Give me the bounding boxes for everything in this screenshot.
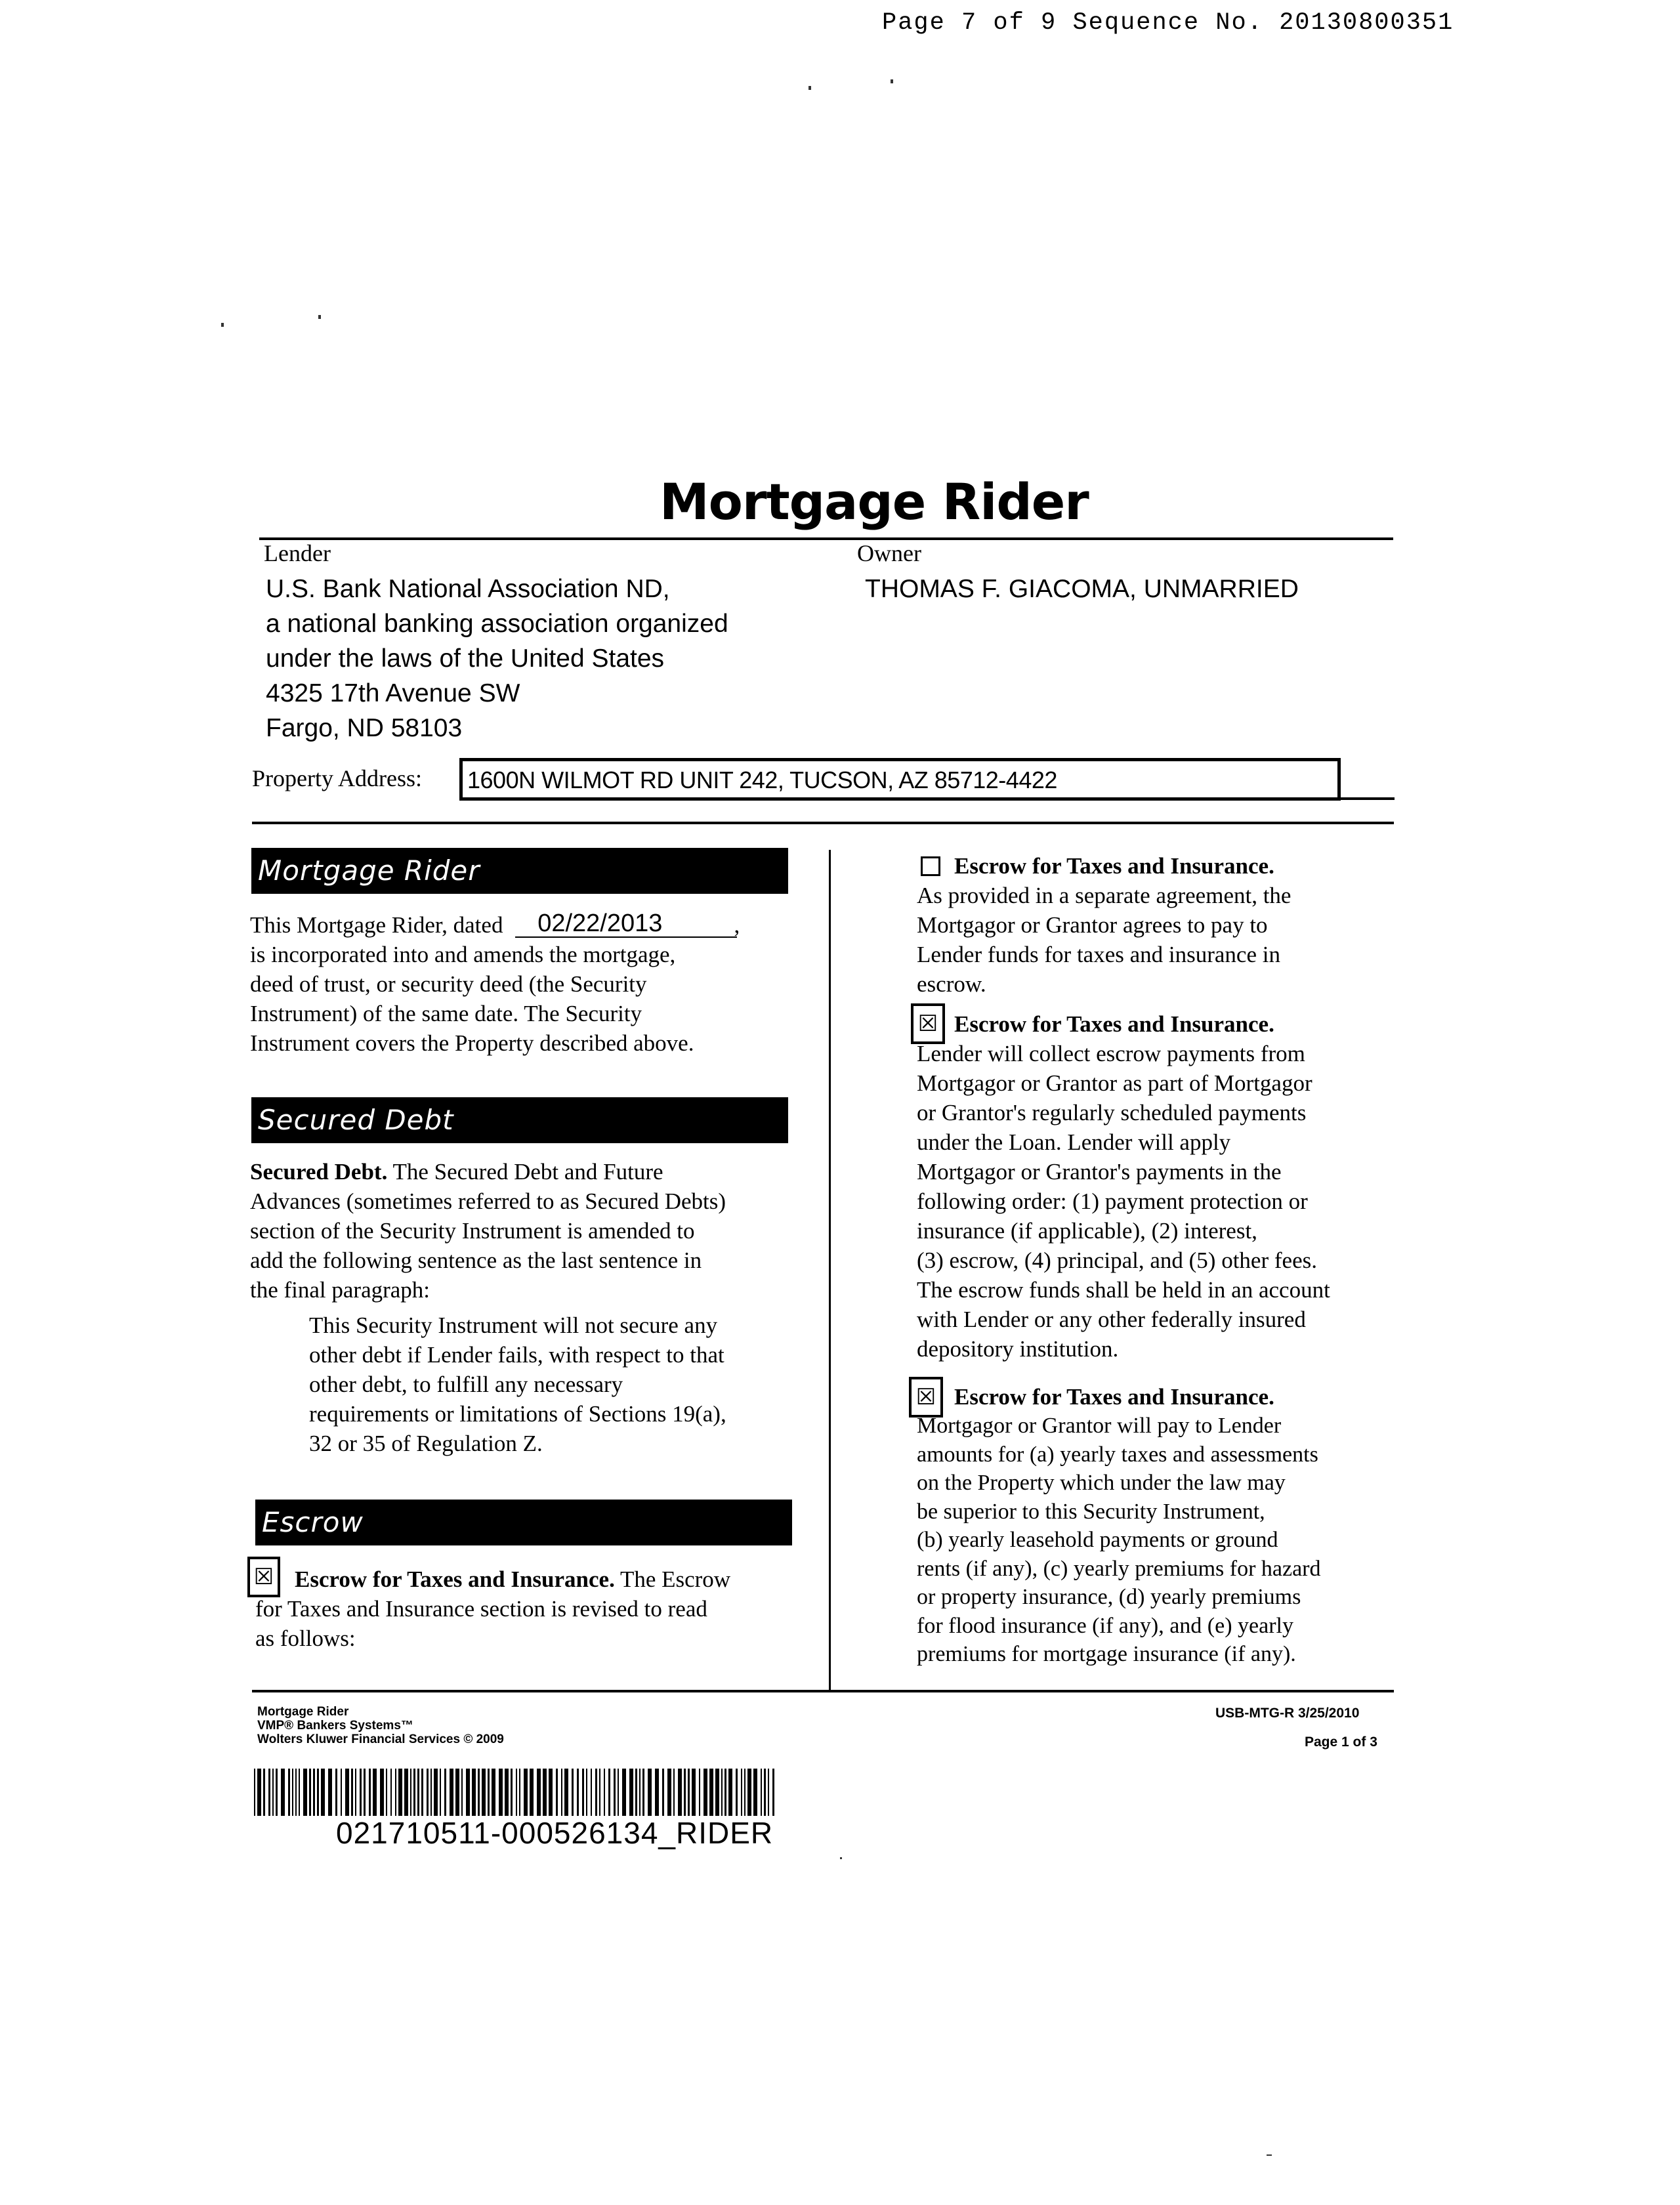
lender-address	[266, 572, 728, 746]
scan-speck	[318, 315, 321, 319]
option-2-line: insurance (if applicable), (2) interest,	[917, 1218, 1257, 1244]
quote-line: requirements or limitations of Sections 19(a),	[309, 1401, 726, 1427]
lender-label: Lender	[264, 540, 331, 566]
barcode-bar	[272, 1769, 274, 1816]
footer-form-info	[257, 1705, 504, 1746]
footer-line: Mortgage Rider	[257, 1705, 349, 1719]
escrow-option-2-title: Escrow for Taxes and Insurance.	[954, 1011, 1274, 1037]
escrow-option-2-body	[917, 1039, 1330, 1364]
barcode-text: 021710511-000526134_RIDER	[336, 1816, 774, 1850]
barcode-bar	[704, 1769, 707, 1816]
barcode-bar	[724, 1769, 726, 1816]
lender-line: Fargo, ND 58103	[266, 714, 463, 742]
footer-rule	[252, 1690, 1394, 1692]
option-2-line: or Grantor's regularly scheduled payments	[917, 1100, 1307, 1125]
barcode-bar	[404, 1769, 408, 1816]
option-3-line: (b) yearly leasehold payments or ground	[917, 1528, 1278, 1552]
barcode-bar	[360, 1769, 362, 1816]
barcode-bar	[492, 1769, 495, 1816]
barcode-bar	[380, 1769, 384, 1816]
quote-line: other debt if Lender fails, with respect to that	[309, 1342, 724, 1368]
lender-line: under the laws of the United States	[266, 644, 665, 673]
barcode-bar	[648, 1769, 652, 1816]
barcode-bar	[351, 1769, 353, 1816]
escrow-item-line: for Taxes and Insurance section is revised to read	[255, 1596, 707, 1622]
option-2-line: Mortgagor or Grantor's payments in the	[917, 1159, 1282, 1185]
option-3-line: amounts for (a) yearly taxes and assessments	[917, 1442, 1318, 1467]
barcode-bar	[608, 1769, 610, 1816]
checked-box-icon: ☒	[917, 1011, 938, 1037]
barcode-bars	[254, 1769, 779, 1816]
rider-line: is incorporated into and amends the mortgage,	[250, 942, 676, 967]
sequence-header: Page 7 of 9 Sequence No. 20130800351	[882, 9, 1454, 37]
owner-label: Owner	[857, 540, 921, 566]
section-heading-secured-debt: Secured Debt	[251, 1097, 788, 1143]
option-1-line: Mortgagor or Grantor agrees to pay to	[917, 912, 1268, 938]
barcode-bar	[709, 1769, 713, 1816]
checked-box-icon: ☒	[253, 1564, 274, 1590]
barcode-bar	[303, 1769, 307, 1816]
barcode-bar	[614, 1769, 616, 1816]
barcode-bar	[721, 1769, 723, 1816]
barcode-bar	[427, 1769, 429, 1816]
barcode-bar	[642, 1769, 644, 1816]
barcode-bar	[530, 1769, 534, 1816]
option-3-line: Mortgagor or Grantor will pay to Lender	[917, 1414, 1282, 1438]
barcode-bar	[472, 1769, 476, 1816]
scan-speck	[891, 79, 893, 83]
barcode-bar	[335, 1769, 337, 1816]
barcode-image	[254, 1769, 779, 1819]
secured-debt-line: section of the Security Instrument is amended to	[250, 1218, 695, 1244]
barcode-bar	[317, 1769, 319, 1816]
rider-intro-text: This Mortgage Rider, dated	[250, 912, 503, 938]
barcode-bar	[466, 1769, 470, 1816]
barcode-bar	[524, 1769, 528, 1816]
barcode-bar	[434, 1769, 438, 1816]
barcode-bar	[345, 1769, 349, 1816]
secured-debt-quote	[309, 1311, 726, 1458]
barcode-bar	[505, 1769, 509, 1816]
barcode-bar	[564, 1769, 568, 1816]
barcode-bar	[688, 1769, 690, 1816]
quote-line: This Security Instrument will not secure any	[309, 1312, 718, 1338]
option-3-line: or property insurance, (d) yearly premiums	[917, 1585, 1301, 1609]
option-2-line: The escrow funds shall be held in an account	[917, 1277, 1330, 1303]
barcode-bar	[549, 1769, 553, 1816]
title-rule	[259, 537, 1393, 540]
footer-form-id: USB-MTG-R 3/25/2010	[1215, 1706, 1360, 1721]
rider-date: 02/22/2013	[537, 910, 663, 937]
barcode-bar	[753, 1769, 757, 1816]
section-divider-rule	[252, 822, 1394, 824]
barcode-bar	[369, 1769, 371, 1816]
checked-box-icon: ☒	[915, 1384, 936, 1410]
barcode-bar	[604, 1769, 605, 1816]
secured-debt-line: Advances (sometimes referred to as Secured Debts)	[250, 1188, 726, 1214]
scan-speck	[1267, 2154, 1272, 2156]
option-2-line: (3) escrow, (4) principal, and (5) other fees.	[917, 1248, 1317, 1273]
page-title: Mortgage Rider	[660, 472, 1089, 531]
barcode-bar	[516, 1769, 517, 1816]
option-3-line: be superior to this Security Instrument,	[917, 1499, 1265, 1524]
barcode-bar	[395, 1769, 396, 1816]
barcode-bar	[292, 1769, 293, 1816]
section-heading-escrow: Escrow	[255, 1500, 792, 1545]
barcode-bar	[639, 1769, 640, 1816]
escrow-item-first-line	[295, 1564, 730, 1594]
option-3-line: for flood insurance (if any), and (e) yearly	[917, 1613, 1293, 1638]
escrow-option-3-title: Escrow for Taxes and Insurance.	[954, 1384, 1274, 1410]
option-1-line: escrow.	[917, 971, 986, 997]
property-address-value: 1600N WILMOT RD UNIT 242, TUCSON, AZ 85712-4422	[467, 766, 1057, 793]
barcode-bar	[595, 1769, 597, 1816]
barcode-bar	[728, 1769, 732, 1816]
escrow-item-line: as follows:	[255, 1626, 356, 1651]
escrow-item-rest: The Escrow	[620, 1566, 731, 1592]
barcode-bar	[263, 1769, 265, 1816]
barcode-bar	[629, 1769, 633, 1816]
option-1-line: Lender funds for taxes and insurance in	[917, 942, 1280, 967]
option-3-line: on the Property which under the law may	[917, 1471, 1286, 1495]
barcode-bar	[444, 1769, 446, 1816]
barcode-bar	[364, 1769, 366, 1816]
option-2-line: Mortgagor or Grantor as part of Mortgagor	[917, 1070, 1312, 1096]
owner-name: THOMAS F. GIACOMA, UNMARRIED	[865, 575, 1299, 603]
escrow-option-2-checkbox[interactable]	[911, 1003, 945, 1044]
barcode-bar	[764, 1769, 766, 1816]
barcode-bar	[455, 1769, 459, 1816]
barcode-bar	[586, 1769, 587, 1816]
barcode-bar	[692, 1769, 696, 1816]
barcode-bar	[761, 1769, 762, 1816]
rider-line: deed of trust, or security deed (the Security	[250, 971, 647, 997]
lender-line: a national banking association organized	[266, 610, 728, 638]
barcode-bar	[744, 1769, 746, 1816]
barcode-bar	[440, 1769, 441, 1816]
barcode-bar	[772, 1769, 774, 1816]
rider-line: Instrument covers the Property described above.	[250, 1030, 694, 1056]
barcode-bar	[257, 1769, 261, 1816]
barcode-bar	[577, 1769, 579, 1816]
barcode-bar	[699, 1769, 700, 1816]
barcode-bar	[662, 1769, 664, 1816]
barcode-bar	[410, 1769, 411, 1816]
barcode-bar	[482, 1769, 486, 1816]
quote-line: 32 or 35 of Regulation Z.	[309, 1431, 543, 1456]
barcode-bar	[591, 1769, 592, 1816]
rider-date-comma: ,	[734, 912, 740, 938]
section-heading-mortgage-rider: Mortgage Rider	[251, 848, 788, 894]
barcode-bar	[556, 1769, 558, 1816]
barcode-bar	[288, 1769, 290, 1816]
option-3-line: premiums for mortgage insurance (if any).	[917, 1642, 1296, 1666]
barcode-bar	[461, 1769, 463, 1816]
property-address-label: Property Address:	[252, 765, 422, 791]
mortgage-rider-paragraph	[250, 910, 740, 1058]
option-2-line: under the Loan. Lender will apply	[917, 1129, 1231, 1155]
barcode-bar	[386, 1769, 387, 1816]
scan-speck	[808, 86, 811, 90]
barcode-bar	[622, 1769, 626, 1816]
quote-line: other debt, to fulfill any necessary	[309, 1372, 623, 1397]
barcode-bar	[341, 1769, 342, 1816]
barcode-bar	[582, 1769, 584, 1816]
escrow-checkbox-left[interactable]	[247, 1557, 280, 1597]
barcode-bar	[511, 1769, 513, 1816]
rider-line: Instrument) of the same date. The Security	[250, 1001, 642, 1026]
option-2-line: depository institution.	[917, 1336, 1119, 1362]
barcode-bar	[635, 1769, 637, 1816]
barcode-bar	[450, 1769, 453, 1816]
option-2-line: with Lender or any other federally insured	[917, 1307, 1306, 1332]
lender-line: U.S. Bank National Association ND,	[266, 575, 670, 603]
column-divider	[829, 850, 831, 1690]
barcode-bar	[268, 1769, 270, 1816]
barcode-bar	[313, 1769, 315, 1816]
barcode-bar	[678, 1769, 682, 1816]
barcode-bar	[537, 1769, 541, 1816]
barcode-bar	[299, 1769, 300, 1816]
barcode-bar	[254, 1769, 255, 1816]
barcode-bar	[655, 1769, 659, 1816]
barcode-bar	[398, 1769, 402, 1816]
barcode-bar	[413, 1769, 415, 1816]
barcode-bar	[736, 1769, 738, 1816]
barcode-bar	[561, 1769, 562, 1816]
secured-debt-line: the final paragraph:	[250, 1277, 430, 1303]
barcode-bar	[715, 1769, 719, 1816]
barcode-bar	[673, 1769, 675, 1816]
barcode-bar	[281, 1769, 285, 1816]
escrow-item-title: Escrow for Taxes and Insurance.	[295, 1566, 615, 1592]
secured-debt-first-line: The Secured Debt and Future	[392, 1159, 663, 1185]
option-2-line: Lender will collect escrow payments from	[917, 1041, 1305, 1066]
barcode-bar	[768, 1769, 769, 1816]
barcode-bar	[618, 1769, 619, 1816]
secured-debt-paragraph	[250, 1157, 726, 1305]
barcode-bar	[373, 1769, 377, 1816]
barcode-bar	[599, 1769, 600, 1816]
footer-line: VMP® Bankers Systems™	[257, 1719, 413, 1732]
property-rule-tail	[1341, 797, 1395, 800]
escrow-option-1-body	[917, 881, 1291, 999]
barcode-bar	[543, 1769, 547, 1816]
barcode-bar	[421, 1769, 423, 1816]
barcode-bar	[417, 1769, 419, 1816]
barcode-bar	[276, 1769, 278, 1816]
barcode-bar	[478, 1769, 480, 1816]
barcode-bar	[519, 1769, 520, 1816]
barcode-bar	[741, 1769, 742, 1816]
lender-line: 4325 17th Avenue SW	[266, 679, 520, 707]
option-3-line: rents (if any), (c) yearly premiums for hazard	[917, 1556, 1321, 1581]
barcode-bar	[295, 1769, 297, 1816]
barcode-bar	[684, 1769, 686, 1816]
escrow-option-1-checkbox[interactable]	[921, 856, 940, 876]
barcode-bar	[747, 1769, 751, 1816]
secured-debt-line: add the following sentence as the last sentence in	[250, 1248, 702, 1273]
barcode-bar	[390, 1769, 392, 1816]
barcode-bar	[430, 1769, 432, 1816]
barcode-bar	[667, 1769, 671, 1816]
secured-debt-lead: Secured Debt.	[250, 1159, 388, 1185]
escrow-option-3-body	[917, 1412, 1321, 1669]
barcode-bar	[309, 1769, 311, 1816]
scan-speck	[840, 1857, 842, 1859]
barcode-bar	[488, 1769, 490, 1816]
escrow-option-1-title: Escrow for Taxes and Insurance.	[954, 853, 1274, 879]
option-1-line: As provided in a separate agreement, the	[917, 883, 1292, 908]
footer-line: Wolters Kluwer Financial Services © 2009	[257, 1732, 504, 1746]
barcode-bar	[355, 1769, 356, 1816]
option-2-line: following order: (1) payment protection or	[917, 1188, 1308, 1214]
barcode-bar	[499, 1769, 503, 1816]
escrow-item-body	[255, 1594, 707, 1653]
barcode-bar	[572, 1769, 574, 1816]
barcode-bar	[321, 1769, 325, 1816]
footer-page-number: Page 1 of 3	[1305, 1734, 1377, 1750]
barcode-bar	[328, 1769, 332, 1816]
scan-speck	[221, 323, 224, 327]
